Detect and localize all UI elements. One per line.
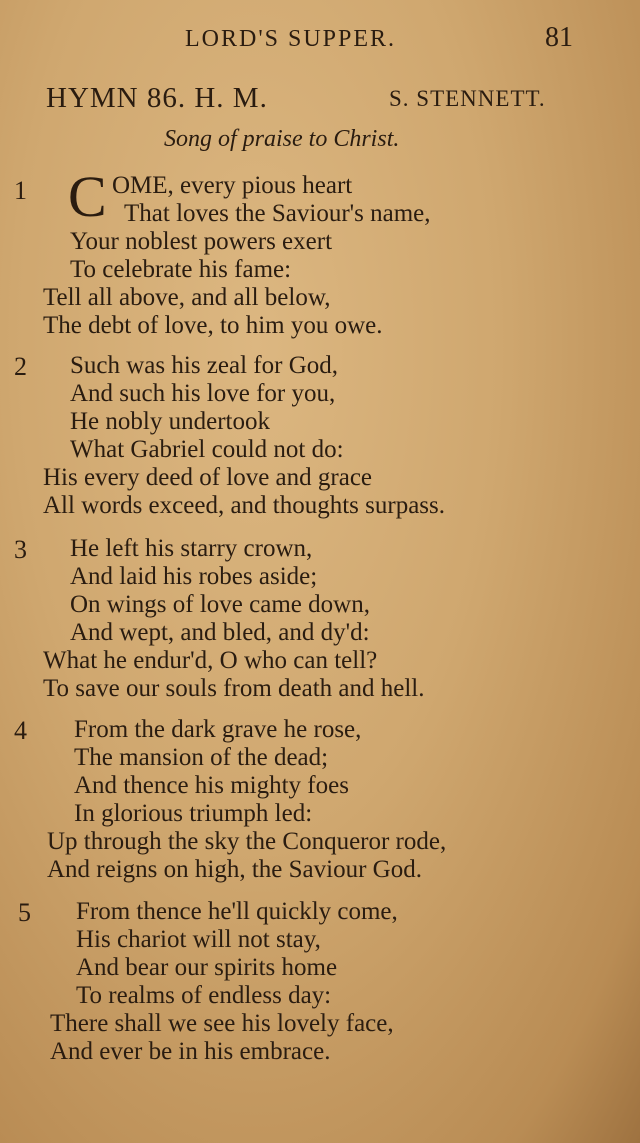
verse-line: And laid his robes aside; [70,563,318,590]
verse-line: On wings of love came down, [70,591,370,618]
hymn-number: HYMN 86. H. M. [46,82,268,114]
running-title: LORD'S SUPPER. [185,26,397,52]
verse-line: The debt of love, to him you owe. [43,312,383,339]
verse-line: He nobly undertook [70,408,270,435]
verse-line: His every deed of love and grace [43,464,373,491]
hymn-subtitle: Song of praise to Christ. [164,126,400,152]
verse-line: And such his love for you, [70,380,336,407]
verse-line: All words exceed, and thoughts surpass. [43,492,446,519]
verse-line: From the dark grave he rose, [74,716,362,743]
stanza-number: 3 [14,535,27,564]
page-header [0,22,640,58]
verse-line: To save our souls from death and hell. [43,675,425,702]
hymn-author: S. STENNETT. [389,86,546,111]
verse-line: And ever be in his embrace. [50,1038,331,1065]
verse-line: What Gabriel could not do: [70,436,344,463]
verse-line: And thence his mighty foes [74,772,349,799]
page-number: 81 [545,22,573,53]
verse-line: The mansion of the dead; [74,744,329,771]
verse-line: And bear our spirits home [76,954,338,981]
verse-line: Your noblest powers exert [70,228,333,255]
drop-cap: C [68,164,107,229]
verse-line: That loves the Saviour's name, [124,200,431,227]
verse-line: In glorious triumph led: [74,800,313,827]
stanza-number: 4 [14,716,27,745]
verse-line: Tell all above, and all below, [43,284,331,311]
verse-line: There shall we see his lovely face, [50,1010,394,1037]
verse-line: Up through the sky the Conqueror rode, [47,828,447,855]
verse-line: And wept, and bled, and dy'd: [70,619,370,646]
verse-line: From thence he'll quickly come, [76,898,398,925]
verse-line: What he endur'd, O who can tell? [43,647,378,674]
stanza-number: 5 [18,898,31,927]
verse-line: To realms of endless day: [76,982,332,1009]
verse-line: Such was his zeal for God, [70,352,338,379]
verse-line: And reigns on high, the Saviour God. [47,856,422,883]
verse-line: His chariot will not stay, [76,926,321,953]
stanza-number: 1 [14,176,27,205]
verse-line: He left his starry crown, [70,535,313,562]
verse-line: To celebrate his fame: [70,256,292,283]
stanza-number: 2 [14,352,27,381]
verse-line: OME, every pious heart [112,172,353,199]
hymn-heading [46,82,606,118]
